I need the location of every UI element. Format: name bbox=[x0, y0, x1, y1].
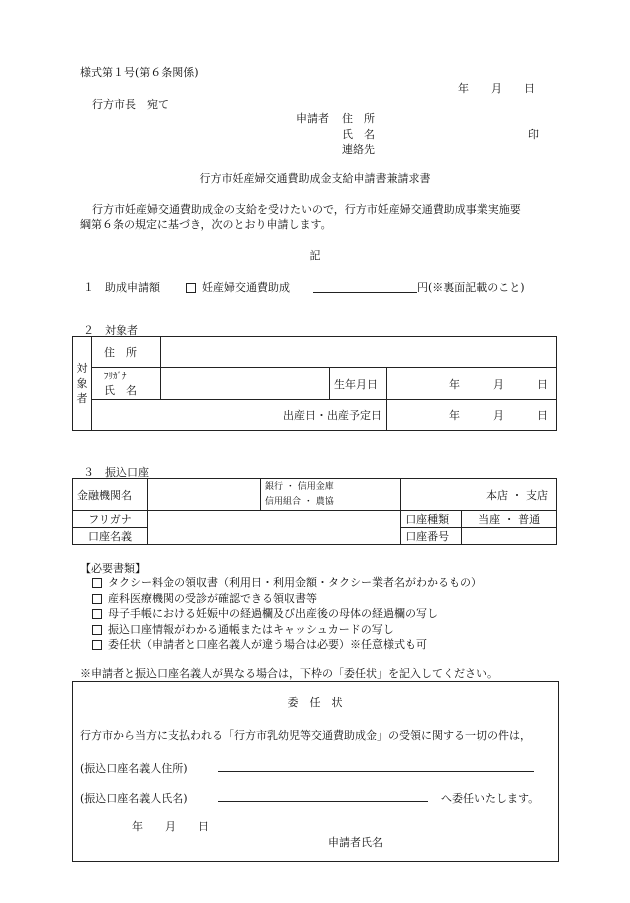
delegation-text: 行方市から当方に支払われる「行方市乳幼児等交通費助成金」の受領に関する一切の件は， bbox=[80, 729, 531, 742]
target-side-label: 対象者 bbox=[73, 337, 92, 431]
header-date[interactable]: 年 月 日 bbox=[458, 82, 535, 95]
addressee: 行方市長 宛て bbox=[92, 98, 169, 111]
delegate-name-label: (振込口座名義人氏名) bbox=[80, 792, 188, 805]
doc-item[interactable]: 母子手帳における妊娠中の経過欄及び出産後の母体の経過欄の写し bbox=[92, 606, 482, 622]
account-number-field[interactable] bbox=[462, 528, 557, 545]
doc-item[interactable]: 委任状（申請者と口座名義人が違う場合は必要）※任意様式も可 bbox=[92, 637, 482, 653]
target-person-table bbox=[72, 336, 557, 431]
checkbox-icon[interactable] bbox=[92, 625, 102, 635]
doc-item[interactable]: 産科医療機関の受診が確認できる領収書等 bbox=[92, 591, 482, 607]
delegation-suffix: へ委任いたします。 bbox=[441, 792, 540, 805]
delegate-address-field[interactable] bbox=[218, 771, 534, 772]
target-address-field[interactable] bbox=[161, 337, 557, 368]
delivery-label: 出産日・出産予定日 bbox=[92, 400, 387, 431]
seal-mark: 印 bbox=[528, 128, 539, 141]
birth-label: 生年月日 bbox=[330, 368, 387, 400]
bank-type-line-2: 信用組合 ・ 農協 bbox=[265, 496, 334, 507]
bank-name-field[interactable] bbox=[148, 479, 261, 511]
subsidy-check-label: 妊産婦交通費助成 bbox=[202, 281, 290, 294]
subsidy-checkbox[interactable] bbox=[186, 279, 290, 295]
intro-line-1: 行方市妊産婦交通費助成金の支給を受けたいので，行方市妊産婦交通費助成事業実施要 bbox=[92, 203, 521, 216]
target-name-text: 氏 名 bbox=[104, 383, 137, 397]
amount-unit: 円(※裏面記載のこと) bbox=[417, 281, 525, 294]
bank-name-label: 金融機関名 bbox=[73, 479, 148, 511]
delegation-note: ※申請者と振込口座名義人が異なる場合は，下枠の「委任状」を記入してください。 bbox=[80, 667, 498, 680]
target-name-field[interactable] bbox=[161, 368, 330, 400]
account-furigana-label: フリガナ bbox=[73, 511, 148, 528]
account-type-options[interactable]: 当座 ・ 普通 bbox=[462, 511, 557, 528]
applicant-label: 申請者 bbox=[296, 112, 329, 125]
account-number-label: 口座番号 bbox=[401, 528, 462, 545]
checkbox-icon[interactable] bbox=[92, 640, 102, 650]
bank-account-table bbox=[72, 478, 557, 545]
account-holder-label: 口座名義 bbox=[73, 528, 148, 545]
bank-type-line-1: 銀行 ・ 信用金庫 bbox=[265, 481, 334, 492]
docs-heading: 【必要書類】 bbox=[80, 562, 146, 575]
target-name-label bbox=[92, 368, 161, 400]
bank-type-options[interactable] bbox=[261, 479, 401, 511]
applicant-name-label: 氏 名 bbox=[342, 128, 375, 141]
delegation-title: 委 任 状 bbox=[287, 696, 343, 709]
delegate-name-field[interactable] bbox=[218, 801, 428, 802]
checkbox-icon[interactable] bbox=[186, 283, 196, 293]
intro-line-2: 綱第６条の規定に基づき，次のとおり申請します。 bbox=[80, 218, 332, 231]
section3-label: ３ 振込口座 bbox=[83, 466, 149, 479]
account-type-label: 口座種類 bbox=[401, 511, 462, 528]
delegation-date[interactable]: 年 月 日 bbox=[132, 820, 209, 833]
account-holder-field[interactable] bbox=[148, 511, 401, 545]
form-number: 様式第１号(第６条関係) bbox=[80, 66, 199, 79]
section1-label: １ 助成申請額 bbox=[83, 281, 160, 294]
amount-field[interactable] bbox=[313, 292, 417, 293]
signer-label: 申請者氏名 bbox=[328, 836, 383, 849]
target-furigana-label: ﾌﾘｶﾞﾅ bbox=[104, 371, 127, 382]
doc-item[interactable]: 振込口座情報がわかる通帳またはキャッシュカードの写し bbox=[92, 622, 482, 638]
birth-date-field[interactable]: 年 月 日 bbox=[387, 368, 557, 400]
applicant-contact-label: 連絡先 bbox=[342, 143, 375, 156]
document-title: 行方市妊産婦交通費助成金支給申請書兼請求書 bbox=[199, 172, 431, 185]
doc-item[interactable]: タクシー料金の領収書（利用日・利用金額・タクシー業者名がわかるもの） bbox=[92, 575, 482, 591]
checkbox-icon[interactable] bbox=[92, 594, 102, 604]
checkbox-icon[interactable] bbox=[92, 609, 102, 619]
applicant-address-label: 住 所 bbox=[342, 112, 375, 125]
branch-options[interactable]: 本店 ・ 支店 bbox=[401, 479, 557, 511]
delivery-date-field[interactable]: 年 月 日 bbox=[387, 400, 557, 431]
docs-list bbox=[92, 575, 482, 653]
section2-label: ２ 対象者 bbox=[83, 324, 138, 337]
delegate-address-label: (振込口座名義人住所) bbox=[80, 762, 188, 775]
ki-label: 記 bbox=[309, 249, 321, 262]
target-address-label: 住 所 bbox=[92, 337, 161, 368]
checkbox-icon[interactable] bbox=[92, 578, 102, 588]
